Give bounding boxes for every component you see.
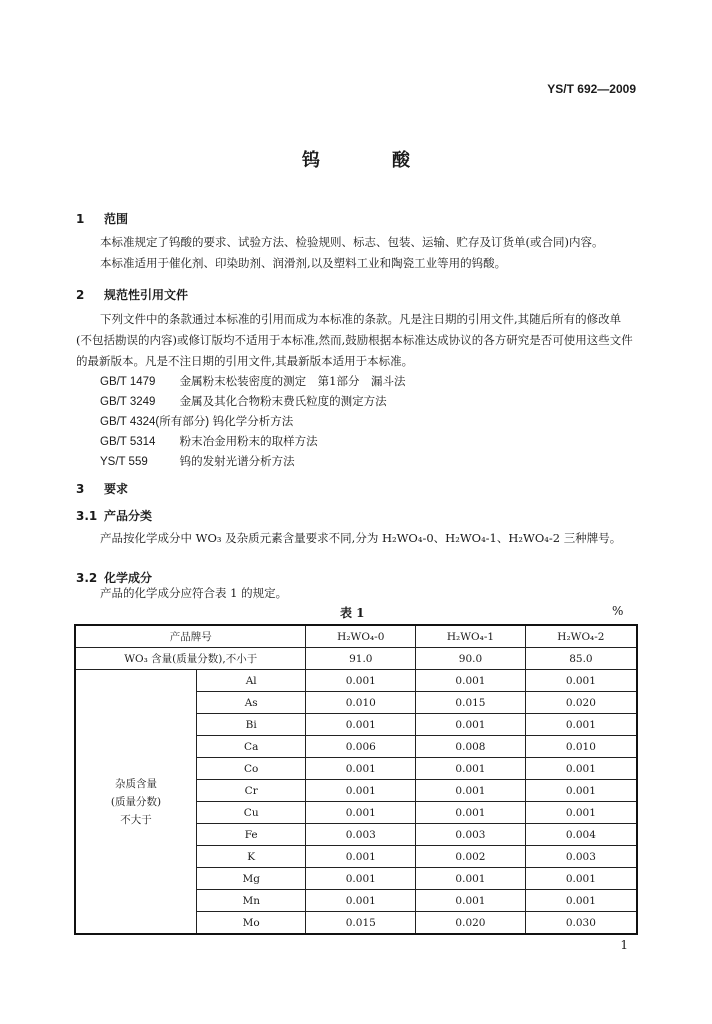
table-header-row [75, 625, 637, 648]
reference-list [100, 371, 405, 471]
element-cell: Mo [196, 912, 306, 935]
table-cell: 0.003 [416, 824, 526, 846]
section-number: 3 [76, 482, 85, 496]
table-cell: 0.001 [306, 868, 416, 890]
reference-code: GB/T 3249 [100, 396, 156, 408]
reference-title: 钨的发射光谱分析方法 [179, 454, 295, 468]
table-cell: 0.001 [416, 802, 526, 824]
table-cell: 90.0 [416, 648, 526, 670]
element-cell: Ca [196, 736, 306, 758]
table-unit: % [612, 604, 624, 618]
element-cell: Co [196, 758, 306, 780]
section-title: 范围 [104, 212, 129, 226]
table-cell: 0.010 [306, 692, 416, 714]
reference-code: GB/T 5314 [100, 436, 156, 448]
reference-item [100, 371, 405, 391]
table-cell: 0.001 [525, 890, 637, 912]
section-3-heading [76, 480, 128, 497]
table-cell: 0.001 [525, 670, 637, 692]
document-code: YS/T 692—2009 [547, 82, 636, 96]
element-cell: Cu [196, 802, 306, 824]
header-cell: H₂WO₄-1 [416, 625, 526, 648]
element-cell: As [196, 692, 306, 714]
table-cell: 0.001 [306, 846, 416, 868]
table-cell: 91.0 [306, 648, 416, 670]
reference-item [100, 411, 405, 431]
element-cell: Mn [196, 890, 306, 912]
table-cell: 0.001 [416, 890, 526, 912]
table-cell: 0.001 [416, 714, 526, 736]
table-cell: 0.001 [416, 758, 526, 780]
impurity-label-line: 杂质含量 [114, 777, 157, 790]
impurity-label-cell [75, 670, 196, 935]
table-cell: 0.030 [525, 912, 637, 935]
header-cell: 产品牌号 [75, 625, 306, 648]
table-cell: 0.020 [416, 912, 526, 935]
section-2-heading [76, 286, 188, 303]
paragraph: 产品按化学成分中 WO₃ 及杂质元素含量要求不同,分为 H₂WO₄-0、H₂WO₄-1、H₂WO₄-2 三种牌号。 [100, 531, 622, 545]
page-title: 钨酸 [302, 150, 482, 171]
wo3-row [75, 648, 637, 670]
section-title: 规范性引用文件 [104, 288, 189, 302]
table-cell: 0.002 [416, 846, 526, 868]
section-title: 要求 [104, 482, 129, 496]
impurity-label-line: 不大于 [120, 813, 152, 826]
table-cell: 0.015 [306, 912, 416, 935]
impurity-label-line: (质量分数) [110, 795, 162, 808]
reference-code: GB/T 1479 [100, 376, 156, 388]
element-cell: Cr [196, 780, 306, 802]
table-cell: WO₃ 含量(质量分数),不小于 [75, 648, 306, 670]
table-cell: 0.003 [525, 846, 637, 868]
table-cell: 0.001 [525, 780, 637, 802]
reference-item [100, 431, 405, 451]
subsection-title: 产品分类 [104, 509, 153, 523]
table-row [75, 670, 637, 692]
element-cell: Mg [196, 868, 306, 890]
table-cell: 0.008 [416, 736, 526, 758]
subsection-title: 化学成分 [104, 571, 153, 585]
paragraph: 下列文件中的条款通过本标准的引用而成为本标准的条款。凡是注日期的引用文件,其随后所有的修改单(不包括勘误的内容)或修订版均不适用于本标准,然而,鼓励根据本标准达成协议的各方研究是否可使用这些文件的最新版本。凡是不注日期的引用文件,其最新版本适用于本标准。 [76, 312, 633, 368]
table-cell: 85.0 [525, 648, 637, 670]
section-number: 2 [76, 288, 85, 302]
section-1-heading [76, 210, 128, 227]
element-cell: Bi [196, 714, 306, 736]
table-cell: 0.003 [306, 824, 416, 846]
table-cell: 0.015 [416, 692, 526, 714]
paragraph: 产品的化学成分应符合表 1 的规定。 [100, 586, 288, 600]
subsection-3-1-heading [76, 507, 152, 524]
header-cell: H₂WO₄-2 [525, 625, 637, 648]
paragraph: 本标准适用于催化剂、印染助剂、润滑剂,以及塑料工业和陶瓷工业等用的钨酸。 [100, 256, 507, 270]
section-number: 1 [76, 212, 85, 226]
table-cell: 0.001 [306, 780, 416, 802]
reference-title: 金属及其化合物粉末费氏粒度的测定方法 [179, 394, 387, 408]
table-cell: 0.004 [525, 824, 637, 846]
table-cell: 0.006 [306, 736, 416, 758]
table-cell: 0.020 [525, 692, 637, 714]
paragraph: 本标准规定了钨酸的要求、试验方法、检验规则、标志、包装、运输、贮存及订货单(或合同)内容。 [100, 235, 604, 249]
table-cell: 0.001 [525, 714, 637, 736]
table-cell: 0.001 [525, 802, 637, 824]
reference-title: 钨化学分析方法 [212, 414, 294, 428]
table-cell: 0.001 [306, 802, 416, 824]
table-cell: 0.001 [416, 868, 526, 890]
table-caption: 表 1 [340, 606, 365, 620]
table-cell: 0.001 [525, 758, 637, 780]
table-cell: 0.001 [306, 714, 416, 736]
table-cell: 0.001 [306, 758, 416, 780]
table-cell: 0.010 [525, 736, 637, 758]
table-cell: 0.001 [416, 780, 526, 802]
table-cell: 0.001 [306, 890, 416, 912]
table-cell: 0.001 [306, 670, 416, 692]
reference-item [100, 451, 405, 471]
reference-title: 金属粉末松装密度的测定 第1部分 漏斗法 [179, 374, 406, 388]
subsection-number: 3.1 [76, 509, 98, 523]
chemical-composition-table [74, 624, 638, 935]
element-cell: Al [196, 670, 306, 692]
reference-item [100, 391, 405, 411]
table-cell: 0.001 [525, 868, 637, 890]
reference-code: GB/T 4324(所有部分) [100, 416, 210, 428]
subsection-number: 3.2 [76, 571, 98, 585]
reference-code: YS/T 559 [100, 456, 148, 468]
element-cell: Fe [196, 824, 306, 846]
table-cell: 0.001 [416, 670, 526, 692]
header-cell: H₂WO₄-0 [306, 625, 416, 648]
element-cell: K [196, 846, 306, 868]
reference-title: 粉末冶金用粉末的取样方法 [179, 434, 318, 448]
page-number: 1 [620, 938, 628, 952]
